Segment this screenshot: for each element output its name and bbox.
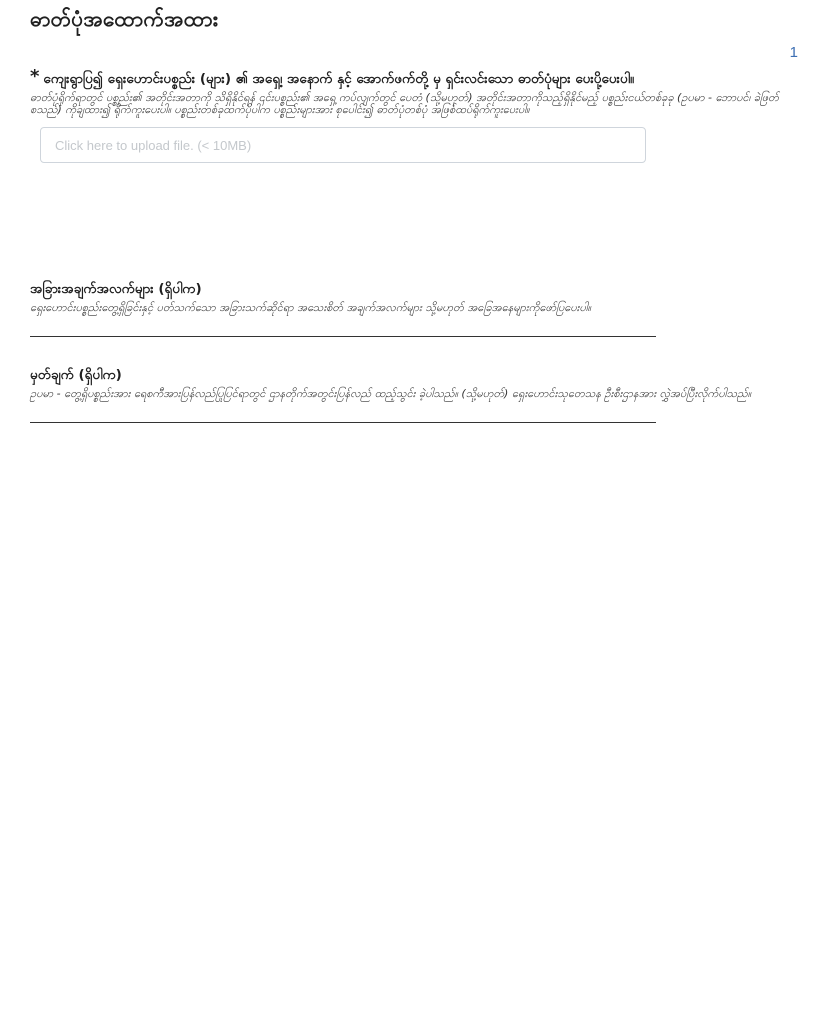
other-info-question-description: ရှေးဟောင်းပစ္စည်းတွေ့ရှိခြင်းနှင့် ပတ်သက်သော အခြားသက်ဆိုင်ရာ အသေးစိတ် အချက်အလက်များ သို့မဟုတ် အခြေအနေများကိုဖော်ပြပေးပါ။	[30, 301, 591, 314]
other-info-question-title: အခြားအချက်အလက်များ (ရှိပါက)	[30, 281, 202, 297]
remarks-question-description: ဥပမာ - တွေ့ရှိပစ္စည်းအား ရေစကီအားပြန်လည်ပြုပြင်ရာတွင် ဌာနတိုက်အတွင်းပြန်လည် ထည့်သွင်း ခဲ့ပါသည်။ (သို့မဟုတ်) ရှေးဟောင်းသုတေသန ဦးစီးဌာနအား လွှဲအပ်ပြီးလိုက်ပါသည်။	[30, 387, 751, 400]
file-upload-placeholder: Click here to upload file. (< 10MB)	[55, 137, 252, 153]
remarks-question-title: မှတ်ချက် (ရှိပါက)	[30, 367, 122, 383]
photo-upload-question	[30, 66, 800, 163]
remarks-question	[30, 366, 800, 423]
photo-upload-question-label: ကျေးရွာပြ၍ ရှေးဟောင်းပစ္စည်း (များ) ၏ အရှေ့၊ အနောက် နှင့် အောက်ဖက်တို့ မှ ရှင်းလင်းသော ဓာတ်ပုံများ ပေးပို့ပေးပါ။	[43, 71, 635, 87]
file-upload-field[interactable]	[40, 127, 646, 163]
page-title: ဓာတ်ပုံအထောက်အထား	[30, 7, 219, 31]
photo-upload-question-title	[30, 66, 800, 88]
page-number: 1	[789, 44, 798, 61]
remarks-answer-input[interactable]	[30, 400, 656, 423]
other-info-question	[30, 280, 800, 337]
photo-upload-question-description: ဓာတ်ပုံရိုက်ရာတွင် ပစ္စည်း၏ အတိုင်းအတာကို သိရှိနိုင်ရန် ၎င်းပစ္စည်း၏ အရှေ့ ကပ်လျက်တွင် ပေတံ (သို့မဟုတ်) အတိုင်းအတာကိုသည့်ရှိနိုင်မည့် ပစ္စည်းငယ်တစ်ခုခု (ဥပမာ - ဘောပင်၊ ခဲဖြတ် စသည်) ကိုချထား၍ ရိုက်ကူးပေးပါ။ ပစ္စည်းတစ်ခုထက်ပိုပါက ပစ္စည်းများအား စုပေါင်း၍ ဓာတ်ပုံတစ်ပုံ အဖြစ်ထပ်ရိုက်ကူးပေးပါ။	[30, 91, 779, 116]
other-info-answer-input[interactable]	[30, 314, 656, 337]
required-asterisk: *	[30, 66, 40, 87]
